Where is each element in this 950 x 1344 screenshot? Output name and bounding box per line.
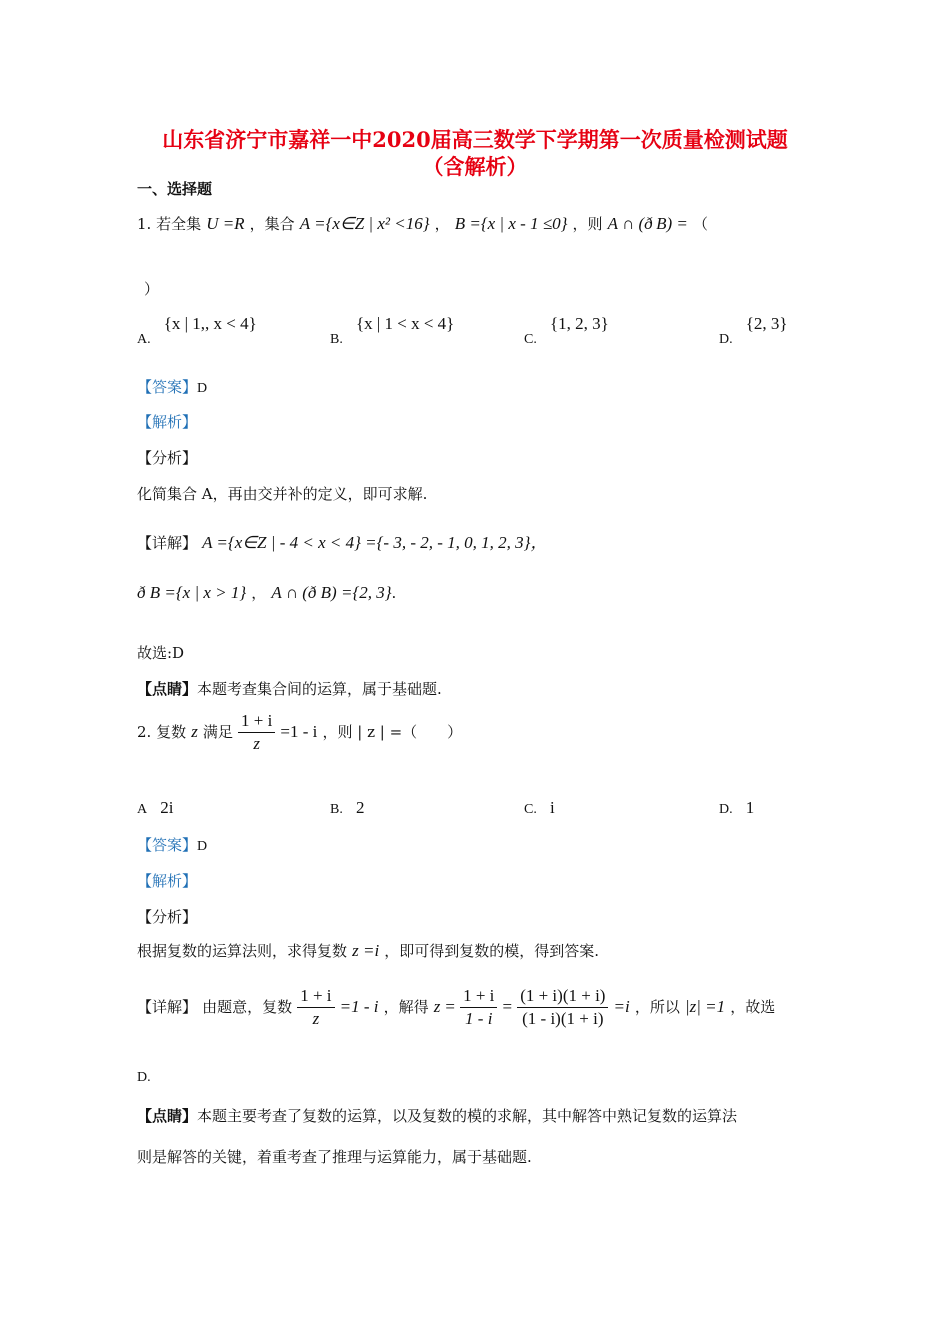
q2-fenxi: [137, 940, 599, 961]
q1-set-b: B ={x | x - 1 ≤0}: [454, 214, 568, 233]
answer-value: D: [197, 381, 208, 396]
q1-paren-close: ）: [144, 280, 160, 298]
q1-paren-open: （: [692, 215, 708, 233]
period: .: [391, 584, 397, 602]
option-value: {x | 1 < x < 4}: [355, 314, 455, 333]
comment-text: 本题考查集合间的运算，属于基础题.: [197, 680, 442, 698]
detail-z: z: [433, 997, 441, 1016]
q1-option-c: [524, 314, 609, 348]
q1-set-a: A ={x∈Z | x² <16}: [299, 214, 430, 233]
separator: ，: [251, 584, 267, 602]
comment-tag: 【点睛】: [137, 680, 198, 698]
fenxi-text-a: 根据复数的运算法则，求得复数: [137, 942, 348, 960]
detail-tag: 【详解】: [137, 998, 198, 1016]
q2-fenxi-tag: 【分析】: [137, 908, 198, 926]
q2-comment-line1: [137, 1105, 737, 1126]
answer-tag: 【答案】: [137, 378, 198, 396]
q1-answer: [137, 376, 207, 397]
q2-stem: [137, 710, 462, 755]
complement-b: ð B ={x | x > 1}: [137, 583, 247, 602]
fraction-numerator: 1 + i: [460, 985, 497, 1008]
option-label: B.: [330, 802, 343, 817]
q1-fenxi-tag: 【分析】: [137, 449, 198, 467]
q1-mid1: ，集合: [249, 215, 295, 233]
fraction-denominator: z: [312, 1009, 320, 1028]
fraction-denominator: (1 - i)(1 + i): [522, 1009, 604, 1028]
option-label: D.: [719, 332, 733, 347]
q1-option-a: [137, 314, 257, 348]
q1-stem: [137, 213, 708, 234]
option-label: A: [137, 802, 148, 817]
option-value: 2: [355, 798, 365, 817]
option-value: 1: [745, 798, 755, 817]
detail-eq-3: =: [502, 997, 513, 1016]
fraction-numerator: 1 + i: [297, 985, 334, 1008]
page-subtitle: （含解析）: [422, 154, 528, 179]
result-set: A ∩ (ð B) ={2, 3}: [271, 583, 392, 602]
q1-detail-line1: [137, 528, 547, 553]
q1-option-d: [719, 314, 788, 348]
comment-text: 本题主要考查了复数的运算，以及复数的模的求解，其中解答中熟记复数的运算法: [197, 1107, 738, 1125]
q2-fraction: [238, 710, 275, 755]
detail-text-c: ，所以: [634, 998, 680, 1016]
option-label: C.: [524, 802, 537, 817]
option-value: i: [549, 798, 555, 817]
q1-conclusion: 故选:D: [137, 644, 185, 662]
detail-formula: A ={x∈Z | - 4 < x < 4} ={- 3, - 2, - 1, 0, 1, 2, 3}，: [202, 533, 548, 552]
q1-comma: ，: [434, 215, 450, 233]
q1-mid2: ，则: [572, 215, 603, 233]
detail-text-d: ，故选: [730, 998, 776, 1016]
option-value: {x | 1,, x < 4}: [163, 314, 257, 333]
detail-eq-1: =1 - i: [339, 997, 379, 1016]
fraction-denominator: z: [253, 734, 260, 753]
q1-prefix: 1. 若全集: [137, 215, 202, 233]
q1-universal: U =R: [206, 214, 245, 233]
answer-value: D: [197, 839, 208, 854]
detail-fraction-3: [517, 985, 608, 1030]
q2-comment-line2: 则是解答的关键，着重考查了推理与运算能力，属于基础题.: [137, 1148, 532, 1166]
answer-tag: 【答案】: [137, 836, 198, 854]
q2-var: z: [191, 722, 198, 741]
q2-eq: =1 - i: [280, 722, 318, 741]
q1-fenxi: 化简集合 A，再由交并补的定义，即可求解.: [137, 485, 428, 503]
option-value: 2i: [160, 798, 174, 817]
option-label: A.: [137, 332, 151, 347]
q2-option-d: [719, 798, 754, 818]
detail-fraction-1: [297, 985, 334, 1030]
option-value: {1, 2, 3}: [549, 314, 609, 333]
q2-option-b: [330, 798, 364, 818]
detail-eq-4: =i: [613, 997, 630, 1016]
q1-comment: [137, 678, 442, 699]
q2-answer: [137, 834, 207, 855]
comment-tag: 【点睛】: [137, 1107, 198, 1125]
q2-mid: 满足: [202, 723, 233, 741]
q2-analysis-tag: 【解析】: [137, 872, 198, 890]
detail-abs: |z| =1: [684, 997, 726, 1016]
q2-detail: [137, 985, 775, 1030]
q1-option-b: [330, 314, 454, 348]
detail-eq-2: =: [445, 997, 455, 1016]
option-value: {2, 3}: [745, 314, 788, 333]
option-label: B.: [330, 332, 343, 347]
page-title: 山东省济宁市嘉祥一中2020届高三数学下学期第一次质量检测试题: [162, 127, 788, 152]
q2-suffix: ，则 | z | =（ ）: [322, 723, 463, 741]
detail-tag: 【详解】: [137, 534, 198, 552]
q1-expr: A ∩ (ð B) =: [607, 214, 688, 233]
detail-text-a: 由题意，复数: [202, 998, 293, 1016]
detail-fraction-2: [460, 985, 497, 1030]
q2-option-c: [524, 798, 555, 818]
fraction-numerator: 1 + i: [238, 710, 275, 733]
q2-detail-end: D.: [137, 1070, 151, 1085]
fraction-numerator: (1 + i)(1 + i): [517, 985, 608, 1008]
detail-text-b: ，解得: [383, 998, 429, 1016]
section-heading: 一、选择题: [137, 180, 213, 198]
fraction-denominator: 1 - i: [465, 1009, 493, 1028]
option-label: C.: [524, 332, 537, 347]
fenxi-text-b: ，即可得到复数的模，得到答案.: [384, 942, 600, 960]
fenxi-math: z =i: [352, 941, 380, 960]
q2-option-a: [137, 798, 173, 818]
q1-analysis-tag: 【解析】: [137, 413, 198, 431]
q1-detail-line2: [137, 582, 396, 603]
option-label: D.: [719, 802, 733, 817]
q2-prefix: 2. 复数: [137, 723, 187, 741]
